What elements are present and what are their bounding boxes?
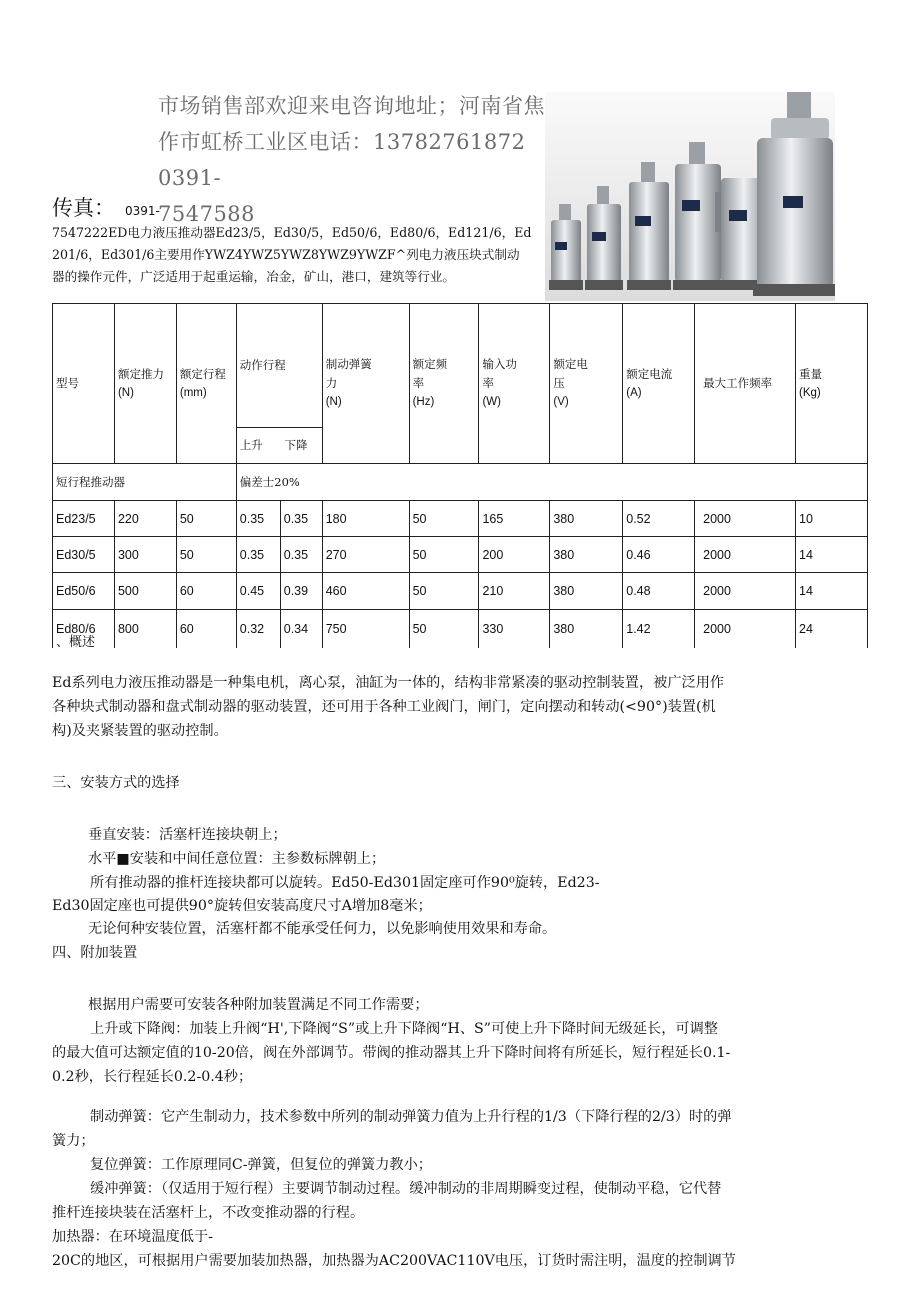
table-header-row — [53, 304, 868, 428]
heater-line: 加热器：在环境温度低于- — [52, 1229, 213, 1245]
header-down: 下降 — [284, 438, 308, 452]
cell-max-freq: 2000 — [695, 573, 796, 610]
cell-model: Ed30/5 — [53, 537, 115, 573]
valve-line: 0.2秒，长行程延长0.2-0.4秒； — [52, 1069, 253, 1085]
cell-power: 210 — [479, 573, 550, 610]
fax-number: 0391- — [125, 204, 160, 218]
cell-thrust: 220 — [114, 501, 176, 537]
header-power-unit: (W) — [482, 396, 501, 408]
spring-line: 簧力； — [52, 1133, 95, 1149]
overview-heading: 、概述 — [56, 635, 96, 650]
overview-line: 构)及夹紧装置的驱动控制。 — [52, 723, 228, 739]
overview-line: Ed系列电力液压推动器是一种集电机，离心泵，油缸为一体的，结构非常紧凑的驱动控制装置，被广泛用作 — [52, 675, 725, 691]
section3-heading: 三、安装方式的选择 — [52, 775, 180, 791]
cell-up: 0.35 — [236, 501, 280, 537]
header-stroke-cn: 额定行程 — [179, 366, 226, 381]
header-voltage-cn1: 额定电 — [553, 357, 588, 371]
contact-line: 作市虹桥工业区电话：13782761872​0391- — [158, 130, 526, 190]
cell-voltage: 380 — [550, 573, 623, 610]
cell-voltage: 380 — [550, 537, 623, 573]
cell-voltage: 380 — [550, 501, 623, 537]
cell-thrust: 300 — [114, 537, 176, 573]
heater-line: 20C的地区，可根据用户需要加装加热器，加热器为AC200VAC110V电压，订货时需注明，温度的控制调节 — [52, 1253, 736, 1269]
cell-max-freq: 2000 — [695, 537, 796, 573]
spring-paragraph — [52, 1105, 882, 1153]
cell-weight: 14 — [796, 573, 868, 610]
cell-spring: 270 — [322, 537, 409, 573]
header-power — [479, 304, 550, 464]
header-up-down — [236, 428, 322, 464]
install-vertical: 垂直安装：活塞杆连接块朝上； — [88, 827, 287, 843]
header-freq — [409, 304, 479, 464]
header-spring-cn1: 制动弹簧 — [325, 357, 372, 371]
header-voltage-unit: (V) — [553, 396, 569, 408]
valve-paragraph — [52, 1017, 882, 1089]
cell-max-freq: 2000 — [695, 610, 796, 648]
cell-thrust: 500 — [114, 573, 176, 610]
section4-heading: 四、附加装置 — [52, 945, 138, 961]
install-rotate-cont: Ed30固定座也可提供90°旋转但安装高度尺寸A增加8毫米； — [52, 898, 432, 914]
valve-line: 上升或下降阀：加装上升阀“H',下降阀“S”或上升下降阀“H、S”可使上升下降时间无级延长，可调整 — [90, 1021, 718, 1037]
cell-power: 200 — [479, 537, 550, 573]
header-model: 型号 — [53, 304, 115, 464]
header-thrust-cn: 额定推力 — [117, 366, 164, 381]
header-freq-cn1: 额定频 — [412, 357, 448, 371]
header-power-cn2: 率 — [482, 376, 494, 390]
header-current-cn: 额定电流 — [626, 366, 673, 381]
cell-weight: 10 — [796, 501, 868, 537]
cell-model: Ed80/6 — [53, 610, 115, 648]
table-row — [53, 501, 868, 537]
table-row — [53, 573, 868, 610]
cell-spring: 180 — [322, 501, 409, 537]
header-freq-unit: (Hz) — [412, 396, 435, 408]
buffer-paragraph — [52, 1177, 882, 1225]
cell-freq: 50 — [409, 501, 479, 537]
cell-down: 0.39 — [280, 573, 322, 610]
product-description — [52, 222, 544, 288]
cell-current: 0.46 — [623, 537, 695, 573]
cell-spring: 750 — [322, 610, 409, 648]
header-voltage — [550, 304, 623, 464]
header-weight-unit: (Kg) — [799, 386, 821, 399]
product-photo — [545, 92, 835, 301]
header-thrust-unit: (N) — [117, 386, 134, 399]
contact-line: 7547588 — [158, 202, 256, 226]
header-action-time: 动作行程 — [236, 304, 322, 428]
cell-weight: 14 — [796, 537, 868, 573]
header-up: 上升 — [239, 438, 263, 452]
fax-label: 传真： — [52, 196, 115, 220]
cell-current: 0.48 — [623, 573, 695, 610]
cell-up: 0.45 — [236, 573, 280, 610]
install-rotate: 所有推动器的推杆连接块都可以旋转。Ed50-Ed301固定座可作90⁰旋转，Ed23- — [90, 875, 600, 891]
cell-current: 0.52 — [623, 501, 695, 537]
cell-current: 1.42 — [623, 610, 695, 648]
cell-stroke: 50 — [176, 501, 236, 537]
cell-stroke: 50 — [176, 537, 236, 573]
header-weight — [796, 304, 868, 464]
cell-freq: 50 — [409, 537, 479, 573]
header-voltage-cn2: 压 — [553, 376, 565, 390]
header-current — [623, 304, 695, 464]
install-horizontal: 水平■安装和中间任意位置：主参数标牌朝上； — [88, 851, 386, 867]
group-label: 短行程推动器 — [53, 464, 237, 501]
header-thrust — [114, 304, 176, 464]
cell-weight: 24 — [796, 610, 868, 648]
cell-stroke: 60 — [176, 610, 236, 648]
cell-freq: 50 — [409, 573, 479, 610]
spec-table — [52, 303, 868, 648]
cell-model: Ed50/6 — [53, 573, 115, 610]
header-spring-unit: (N) — [325, 396, 342, 408]
cell-power: 165 — [479, 501, 550, 537]
thrusters-illustration — [545, 92, 835, 301]
header-stroke-unit: (mm) — [179, 386, 207, 399]
reset-spring: 复位弹簧：工作原理同C-弹簧，但复位的弹簧力教小； — [90, 1157, 432, 1173]
header-spring — [322, 304, 409, 464]
cell-stroke: 60 — [176, 573, 236, 610]
header-current-unit: (A) — [626, 386, 642, 399]
addon-intro: 根据用户需要可安装各种附加装置满足不同工作需要； — [88, 997, 429, 1013]
cell-model: Ed23/5 — [53, 501, 115, 537]
cell-voltage: 380 — [550, 610, 623, 648]
cell-thrust: 800 — [114, 610, 176, 648]
buffer-line: 缓冲弹簧：（仅适用于短行程）主要调节制动过程。缓冲制动的非周期瞬变过程，使制动平稳，它代替 — [90, 1181, 722, 1197]
desc-line: 器的操作元件，广泛适用于起重运输，冶金，矿山，港口，建筑等行业。 — [52, 269, 455, 284]
tolerance-note: 偏差士20% — [236, 464, 867, 501]
overview-paragraph — [52, 671, 724, 743]
cell-freq: 50 — [409, 610, 479, 648]
desc-line: 201/6，Ed301/6主要用作YWZ4YWZ5YWZ8YWZ9YWZF^列电力液压块式制动 — [52, 247, 520, 262]
contact-info — [158, 88, 550, 232]
cell-down: 0.35 — [280, 501, 322, 537]
table-group-row — [53, 464, 868, 501]
desc-line: 7547222ED电力液压推动器Ed23/5，Ed30/5，Ed50/6，Ed80/6，Ed121/6，Ed — [52, 225, 532, 240]
table-row — [53, 610, 868, 648]
buffer-line: 推杆连接块装在活塞杆上，不改变推动器的行程。 — [52, 1205, 365, 1221]
header-weight-cn: 重量 — [799, 366, 823, 381]
contact-line: 市场销售部欢迎来电咨询地址；河南省焦 — [158, 94, 545, 118]
cell-down: 0.34 — [280, 610, 322, 648]
install-warning: 无论何种安装位置，活塞杆都不能承受任何力，以免影响使用效果和寿命。 — [88, 921, 557, 937]
fax-line — [52, 196, 160, 223]
cell-power: 330 — [479, 610, 550, 648]
heater-paragraph — [52, 1225, 882, 1273]
header-spring-cn2: 力 — [325, 376, 338, 390]
spring-line: 制动弹簧：它产生制动力，技术参数中所列的制动弹簧力值为上升行程的1/3（下降行程的2/3）时的弹 — [90, 1109, 732, 1125]
valve-line: 的最大值可达额定值的10-20倍，阀在外部调节。带阀的推动器其上升下降时间将有所延长，短行程延长0.1- — [52, 1045, 731, 1061]
header-max-freq: 最大工作频率 — [695, 304, 796, 464]
table-row — [53, 537, 868, 573]
header-stroke — [176, 304, 236, 464]
cell-up: 0.35 — [236, 537, 280, 573]
cell-down: 0.35 — [280, 537, 322, 573]
cell-spring: 460 — [322, 573, 409, 610]
header-power-cn1: 输入功 — [482, 357, 517, 371]
header-freq-cn2: 率 — [412, 376, 425, 390]
overview-line: 各种块式制动器和盘式制动器的驱动装置，还可用于各种工业阀门，闸门，定向摆动和转动(<90°)装置(机 — [52, 699, 716, 715]
cell-up: 0.32 — [236, 610, 280, 648]
cell-max-freq: 2000 — [695, 501, 796, 537]
